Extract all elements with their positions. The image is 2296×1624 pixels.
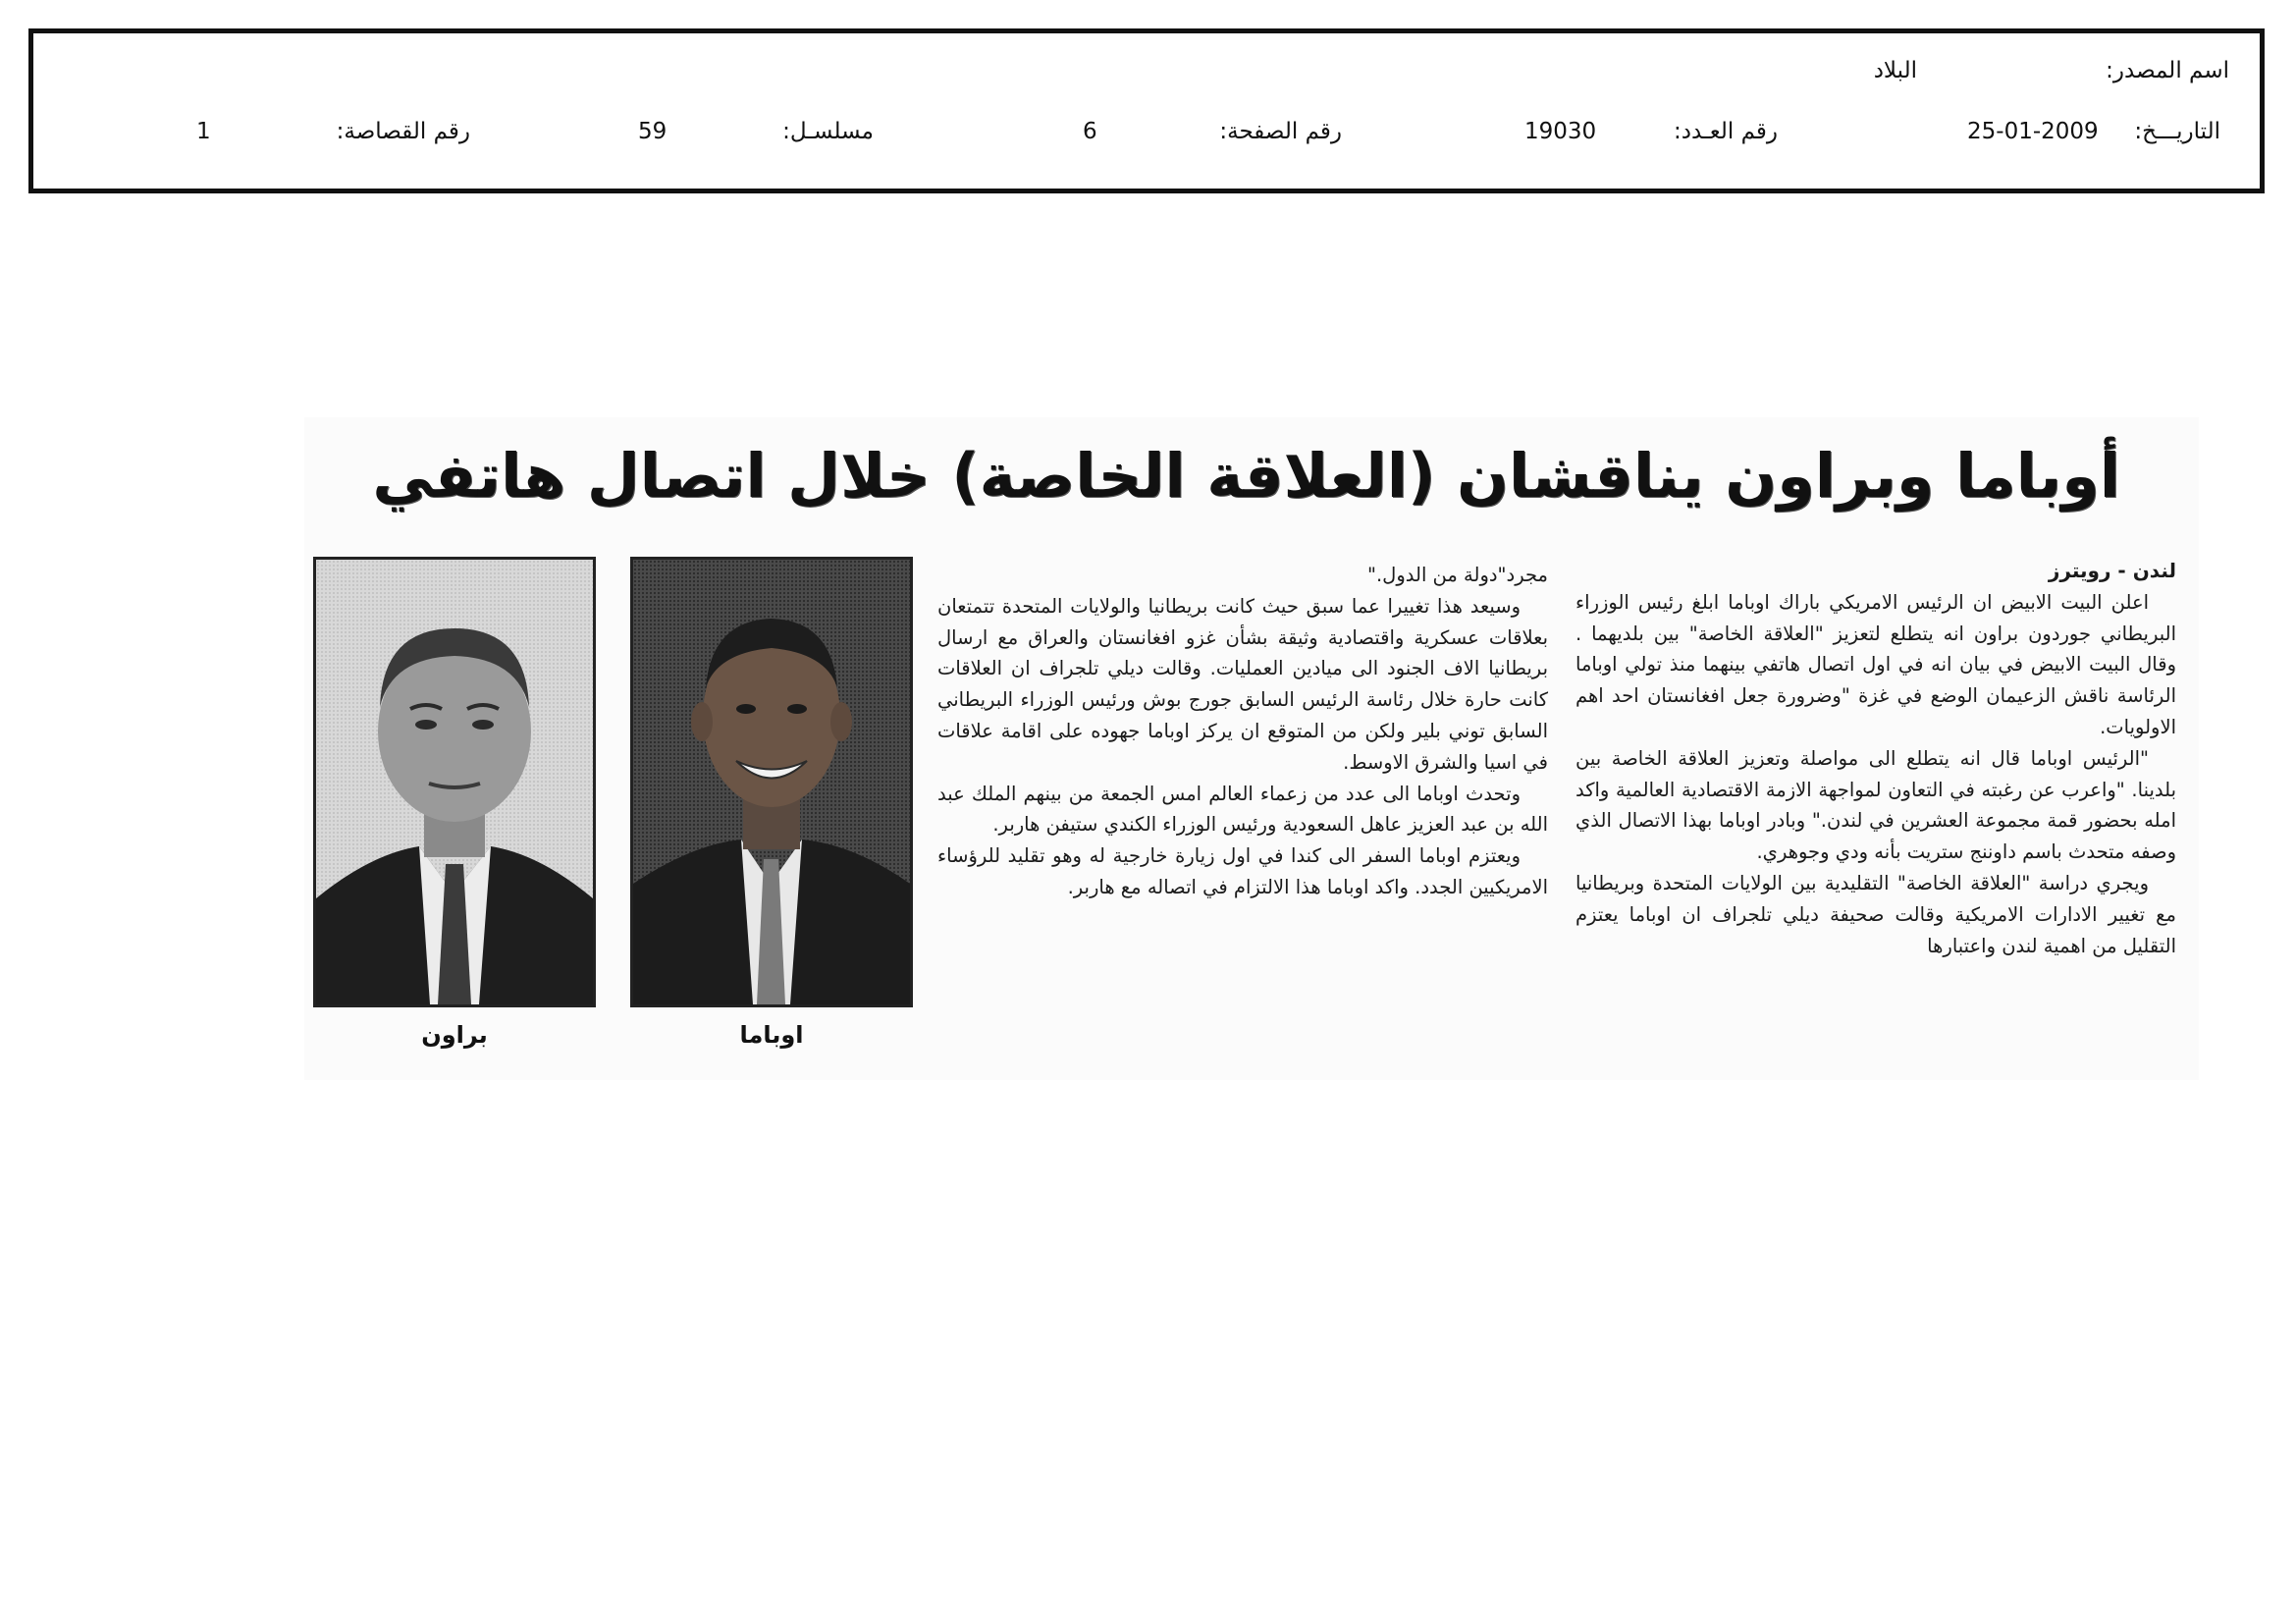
date-label: التاريـــخ: [2134, 119, 2220, 144]
article-paragraph: "الرئيس اوباما قال انه يتطلع الى مواصلة وتعزيز العلاقة الخاصة بين بلدينا. "واعرب عن رغبته في التعاون لمواجهة الازمة الاقتصادية العالمية واكد امله بحضور قمة مجموعة العشرين في لندن." وبادر اوباما بهذا الاتصال الذي وصفه متحدث باسم داوننج ستريت بأنه ودي وجوهري. [1575, 746, 2176, 864]
article-paragraph: مجرد"دولة من الدول." [1367, 564, 1548, 586]
obama-portrait-illustration [633, 560, 910, 1004]
article-column-1 [1575, 556, 2176, 961]
article-paragraph: ويعتزم اوباما السفر الى كندا في اول زيارة خارجية له وهو تقليد للرؤساء الامريكيين الجدد. واكد اوباما هذا الالتزام في اتصاله مع هاربر. [937, 844, 1548, 898]
obama-photo [630, 557, 913, 1007]
page-value: 6 [1083, 119, 1097, 144]
article-dateline: لندن - رويترز [2048, 559, 2176, 582]
clip-number-value: 1 [196, 119, 211, 144]
article-paragraph: ويجري دراسة "العلاقة الخاصة" التقليدية بين الولايات المتحدة وبريطانيا مع تغيير الادارات الامريكية وقالت صحيفة ديلي تلجراف ان اوباما يعتزم التقليل من اهمية لندن واعتبارها [1575, 871, 2176, 957]
article-headline: أوباما وبراون يناقشان (العلاقة الخاصة) خلال اتصال هاتفي [372, 440, 2120, 512]
brown-portrait-illustration [316, 560, 593, 1004]
date-value: 25-01-2009 [1967, 119, 2099, 144]
issue-label: رقم العـدد: [1673, 119, 1778, 144]
brown-photo [313, 557, 596, 1007]
source-value: البلاد [1873, 58, 1917, 83]
brown-caption: براون [421, 1021, 488, 1049]
article-column-2 [937, 560, 1548, 903]
serial-value: 59 [638, 119, 667, 144]
source-label: اسم المصدر: [2106, 58, 2229, 83]
clipping-header-box [28, 28, 2265, 193]
obama-caption: اوباما [739, 1021, 804, 1049]
article-paragraph: وتحدث اوباما الى عدد من زعماء العالم امس الجمعة من بينهم الملك عبد الله بن عبد العزيز عاهل السعودية ورئيس الوزراء الكندي ستيفن هاربر. [937, 782, 1548, 837]
page-label: رقم الصفحة: [1219, 119, 1342, 144]
article-paragraph: اعلن البيت الابيض ان الرئيس الامريكي باراك اوباما ابلغ رئيس الوزراء البريطاني جوردون براون انه يتطلع لتعزيز "العلاقة الخاصة" بين بلديهما . وقال البيت الابيض في بيان انه في اول اتصال هاتفي بينهما منذ تولي اوباما الرئاسة ناقش الزعيمان الوضع في غزة "وضرورة جعل افغانستان احد اهم الاولويات. [1575, 590, 2176, 738]
clip-number-label: رقم القصاصة: [336, 119, 470, 144]
serial-label: مسلسـل: [782, 119, 874, 144]
issue-value: 19030 [1524, 119, 1597, 144]
article-paragraph: وسيعد هذا تغييرا عما سبق حيث كانت بريطانيا والولايات المتحدة تتمتعان بعلاقات عسكرية واقتصادية وثيقة بشأن غزو افغانستان والعراق مع ارسال بريطانيا الاف الجنود الى ميادين العمليات. وقالت ديلي تلجراف ان العلاقات كانت حارة خلال رئاسة الرئيس السابق جورج بوش ورئيس الوزراء البريطاني السابق توني بلير ولكن من المتوقع ان يركز اوباما جهوده على اقامة علاقات في اسيا والشرق الاوسط. [937, 594, 1548, 774]
